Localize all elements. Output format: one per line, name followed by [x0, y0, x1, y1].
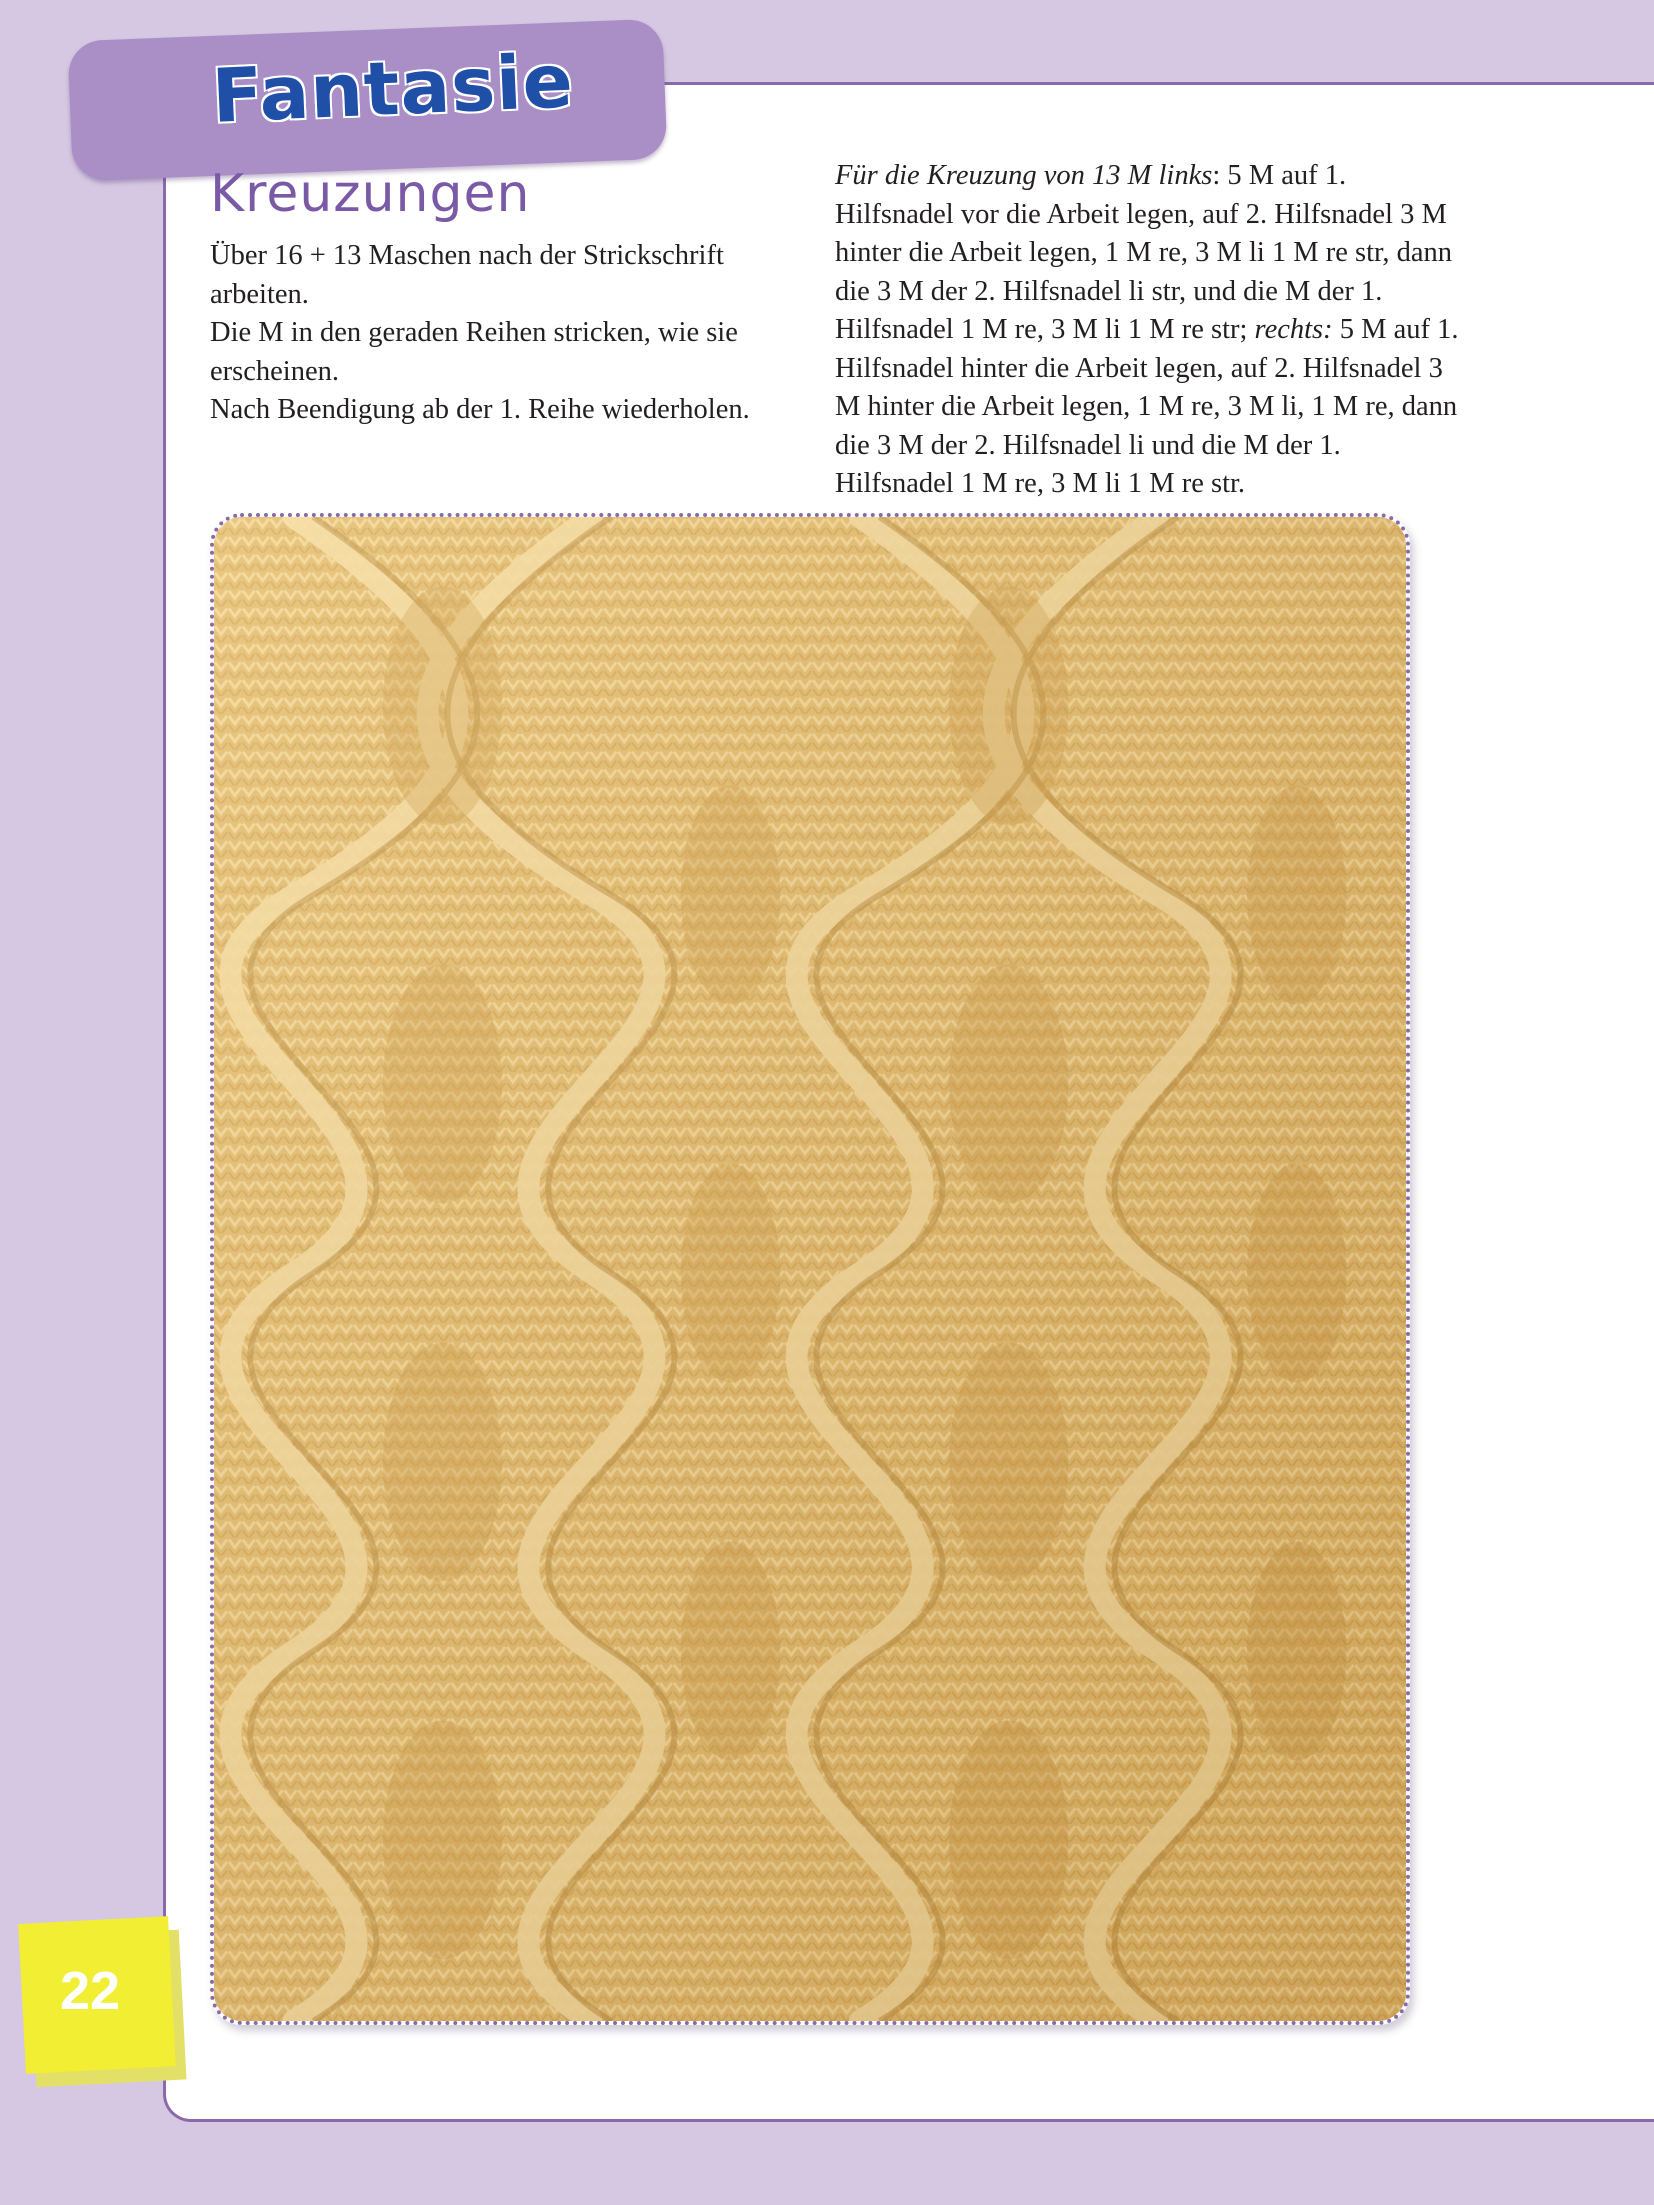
- knitting-sample-photo: [210, 513, 1410, 2025]
- crossing-instructions: [835, 157, 1465, 504]
- page-number: 22: [60, 1961, 121, 2021]
- crossing-left-text: : 5 M auf 1. Hilfsnadel vor die Arbeit legen, auf 2. Hilfsnadel 3 M hinter die Arbeit legen, 1 M re, 3 M li 1 M re str, dann die 3 M der 2. Hilfsnadel li str, und die M der 1. Hilfsnadel 1 M re, 3 M li 1 M re str;: [835, 160, 1453, 345]
- knit-texture: [214, 517, 1406, 2021]
- instructions-left: [210, 237, 810, 430]
- instruction-line-1: Über 16 + 13 Maschen nach der Strickschrift arbeiten.: [210, 240, 724, 310]
- crossing-right-label: rechts:: [1254, 314, 1333, 345]
- instruction-line-3: Nach Beendigung ab der 1. Reihe wiederholen.: [210, 394, 750, 425]
- crossing-right-text: 5 M auf 1. Hilfsnadel hinter die Arbeit legen, auf 2. Hilfsnadel 3 M hinter die Arbeit legen, 1 M re, 3 M li, 1 M re, dann die 3 M der 2. Hilfsnadel li und die M der 1. Hilfsnadel 1 M re, 3 M li 1 M re str.: [835, 314, 1459, 499]
- instruction-line-2: Die M in den geraden Reihen stricken, wie sie erscheinen.: [210, 317, 738, 387]
- pattern-subtitle: Kreuzungen: [210, 164, 531, 224]
- crossing-left-label: Für die Kreuzung von 13 M links: [835, 160, 1213, 191]
- section-title: Fantasie: [210, 38, 576, 140]
- instructions-right: [835, 157, 1465, 504]
